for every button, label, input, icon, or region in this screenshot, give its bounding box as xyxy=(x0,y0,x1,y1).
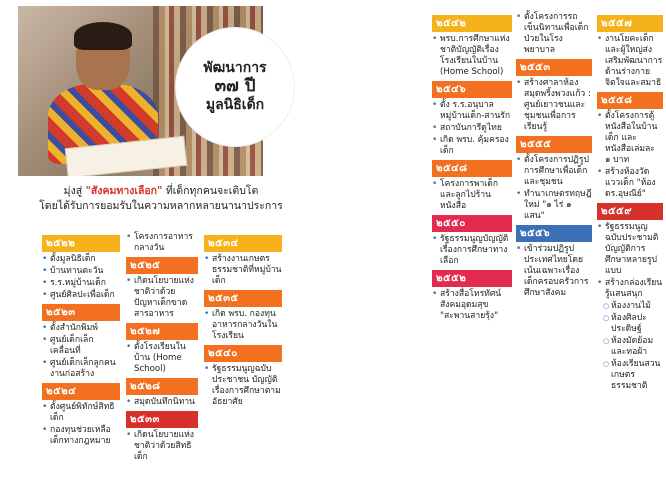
timeline-list xyxy=(204,254,282,287)
left-column-1 xyxy=(42,232,120,448)
timeline-list xyxy=(126,342,198,375)
hero-title-line2: ๓๗ ปี xyxy=(214,76,256,97)
timeline-list xyxy=(597,34,663,89)
timeline-item: • เกิดนโยบายแห่งชาติว่าด้วยปัญหาเด็กขาดสารอาหาร xyxy=(126,276,198,320)
timeline-list xyxy=(126,397,198,408)
left-column-3 xyxy=(204,232,282,409)
timeline-item: • ศูนย์ศิลปะเพื่อเด็ก xyxy=(42,290,120,301)
timeline-item: • เข้าร่วมปฏิรูปประเทศไทยโดยเน้นเฉพาะเรื่องเด็กครอบครัวการศึกษาสังคม xyxy=(516,244,592,299)
timeline-item: • ศูนย์เด็กเล็กลูกคนงานก่อสร้าง xyxy=(42,358,120,380)
timeline-item: • ตั้งสำนักพิมพ์ xyxy=(42,323,120,334)
timeline-item: • บ้านทานตะวัน xyxy=(42,266,120,277)
left-page xyxy=(0,0,318,498)
timeline-item: • งานโยคะเด็กและผู้ใหญ่ส่งเสริมพัฒนาการด้านร่างกายจิตใจและสมาธิ xyxy=(597,34,663,89)
timeline-list xyxy=(516,155,592,222)
year-badge: ๒๕๕๖ xyxy=(516,225,592,242)
year-badge: ๒๕๔๘ xyxy=(432,160,512,177)
timeline-item: • ร.ร.หมู่บ้านเด็ก xyxy=(42,278,120,289)
timeline-item: • เกิด พรบ. กองทุนอาหารกลางวันในโรงเรียน xyxy=(204,309,282,342)
timeline-item: • สร้างห้องวัดแววเด็ก "ห้อง ดร.อุษณีย์" xyxy=(597,167,663,200)
year-badge: ๒๕๕๕ xyxy=(516,136,592,153)
timeline-item: • สร้างกล่องเรียนรู้แสนสนุก xyxy=(597,278,663,300)
year-badge: ๒๕๒๘ xyxy=(126,378,198,395)
timeline-list xyxy=(597,111,663,200)
year-badge: ๒๕๔๐ xyxy=(204,345,282,362)
timeline-item: • สร้างศาลาห้องสมุดพริ้งพวงแก้ว : ศูนย์เยาวชนและชุมชนเพื่อการเรียนรู้ xyxy=(516,78,592,133)
left-column-2 xyxy=(126,232,198,464)
year-badge: ๒๕๕๓ xyxy=(516,59,592,76)
timeline-list xyxy=(432,34,512,78)
timeline-list xyxy=(516,244,592,299)
tagline-line2: โดยได้รับการยอมรับในความหลากหลายนานาประการ xyxy=(39,200,283,213)
hero-title-line3: มูลนิธิเด็ก xyxy=(205,96,265,113)
timeline-item: • ตั้งโครงการตู้หนังสือในบ้านเด็ก และหนังสือเล่มละ ๑ บาท xyxy=(597,111,663,166)
sub-item: ○ ห้องเรียนสวนเกษตรธรรมชาติ xyxy=(603,359,663,392)
timeline-item: • สร้างงานเกษตรธรรมชาติที่หมู่บ้านเด็ก xyxy=(204,254,282,287)
timeline-list xyxy=(432,179,512,212)
timeline-list xyxy=(126,430,198,463)
right-column-2 xyxy=(516,12,592,300)
timeline-item: • พรบ.การศึกษาแห่งชาติบัญญัติเรื่องโรงเรียนในบ้าน (Home School) xyxy=(432,34,512,78)
year-badge: ๒๕๕๙ xyxy=(597,203,663,220)
timeline-item: • ศูนย์เด็กเล็กเคลื่อนที่ xyxy=(42,335,120,357)
timeline-item: • ตั้งศูนย์พิทักษ์สิทธิเด็ก xyxy=(42,402,120,424)
year-badge: ๒๕๔๒ xyxy=(432,15,512,32)
sub-item: ○ ห้องมัดย้อมและทอผ้า xyxy=(603,336,663,358)
timeline-list xyxy=(126,276,198,320)
timeline-item: • ตั้งโครงการรถเข็นนิทานเพื่อเด็กป่วยในโรงพยาบาล xyxy=(516,12,592,56)
year-badge: ๒๕๓๓ xyxy=(126,411,198,428)
timeline-list xyxy=(432,100,512,157)
year-badge: ๒๕๕๘ xyxy=(597,92,663,109)
timeline-list xyxy=(42,254,120,301)
year-badge: ๒๕๒๗ xyxy=(126,323,198,340)
timeline-item: • ตั้ง ร.ร.อนุบาลหมู่บ้านเด็ก-สานรัก xyxy=(432,100,512,122)
timeline-item: • ตั้งโครงการปฏิรูปการศึกษาเพื่อเด็กและชุมชน xyxy=(516,155,592,188)
timeline-list xyxy=(204,364,282,408)
timeline-item: • กองทุนช่วยเหลือเด็กทางกฎหมาย xyxy=(42,425,120,447)
timeline-item: • ตั้งโรงเรียนในบ้าน (Home School) xyxy=(126,342,198,375)
right-page xyxy=(334,0,666,498)
sub-item: ○ ห้องศิลปะประดิษฐ์ xyxy=(603,313,663,335)
timeline-list xyxy=(597,222,663,300)
timeline-item: • ตั้งมูลนิธิเด็ก xyxy=(42,254,120,265)
timeline-item: • สถาบันการีดูไทย xyxy=(432,123,512,134)
right-column-3 xyxy=(597,12,663,393)
timeline-item: • เกิดนโยบายแห่งชาติว่าด้วยสิทธิเด็ก xyxy=(126,430,198,463)
timeline-item: • รัฐธรรมนูญฉบับประชาชน บัญญัติเรื่องการศึกษาตามอัธยาศัย xyxy=(204,364,282,408)
timeline-list xyxy=(42,402,120,447)
year-badge: ๒๕๒๓ xyxy=(42,304,120,321)
timeline-list xyxy=(516,12,592,56)
tagline xyxy=(26,184,296,214)
timeline-item: • รัฐธรรมนูญฉบับประชามติ บัญญัติการศึกษาหลายรูปแบบ xyxy=(597,222,663,277)
timeline-item: • สร้างสื่อโทรทัศน์สังคมอุดมสุข "สะพานสายรุ้ง" xyxy=(432,289,512,322)
timeline-list xyxy=(516,78,592,133)
sub-item: ○ ห้องงานไม้ xyxy=(603,301,663,312)
year-badge: ๒๕๒๔ xyxy=(42,383,120,400)
child-hair xyxy=(74,22,132,50)
year-badge: ๒๕๔๖ xyxy=(432,81,512,98)
timeline-item: • รัฐธรรมนูญบัญญัติเรื่องการศึกษาทางเลือก xyxy=(432,234,512,267)
timeline-list xyxy=(204,309,282,342)
timeline-list xyxy=(432,289,512,322)
year-badge: ๒๕๓๕ xyxy=(204,290,282,307)
year-badge: ๒๕๕๒ xyxy=(432,270,512,287)
timeline-item: • โครงการพาเด็กและลูกไปร้านหนังสือ xyxy=(432,179,512,212)
timeline-list xyxy=(42,323,120,380)
timeline-item: • เกิด พรบ. คุ้มครองเด็ก xyxy=(432,135,512,157)
tagline-highlight: "สังคมทางเลือก" xyxy=(85,185,163,197)
year-badge: ๒๕๕๐ xyxy=(432,215,512,232)
timeline-item: • สมุดบันทึกนิทาน xyxy=(126,397,198,408)
hero-title-line1: พัฒนาการ xyxy=(203,60,267,77)
year-badge: ๒๕๒๕ xyxy=(126,257,198,274)
right-column-1 xyxy=(432,12,512,323)
year-badge: ๒๕๓๔ xyxy=(204,235,282,252)
tagline-suffix: ที่เด็กทุกคนจะเติบโต xyxy=(162,185,259,197)
timeline-list xyxy=(432,234,512,267)
timeline-item: • ทำนาเกษตรทฤษฎีใหม่ "๑ ไร่ ๑ แสน" xyxy=(516,189,592,222)
tagline-prefix: มุ่งสู่ xyxy=(63,185,86,197)
sub-list xyxy=(603,301,663,392)
year-badge: ๒๕๒๒ xyxy=(42,235,120,252)
year-badge: ๒๕๕๗ xyxy=(597,15,663,32)
hero-title xyxy=(176,28,294,146)
timeline-list xyxy=(126,232,198,254)
timeline-item: • โครงการอาหารกลางวัน xyxy=(126,232,198,254)
